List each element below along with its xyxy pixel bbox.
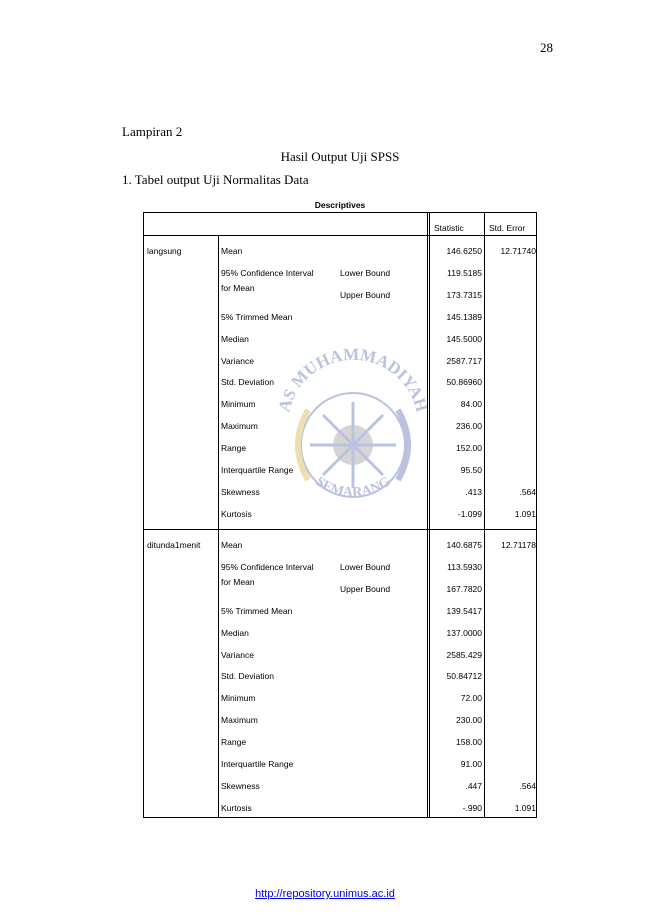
row-label: Variance [221,649,254,660]
statistic-value: 95.50 [460,465,482,475]
statistic-value: 145.1389 [446,311,482,322]
page-number: 28 [540,40,553,55]
ci-upper-bound-label: Upper Bound [340,289,391,300]
row-label: Minimum [221,693,256,704]
std-error-value: .564 [519,486,536,497]
ci-label-line1: 95% Confidence Interval [221,561,314,572]
statistic-value: 84.00 [460,399,482,410]
ci-lower-bound-label: Lower Bound [340,561,391,572]
ci-label-line2: for Mean [221,576,255,587]
page-title: Hasil Output Uji SPSS [280,149,400,164]
statistic-value: 139.5417 [446,605,482,616]
std-error-value: 1.091 [514,802,536,813]
header-std-error: Std. Error [489,223,526,233]
statistic-value: .447 [465,780,482,791]
row-label: Std. Deviation [221,671,274,682]
group-name: langsung [147,246,182,256]
group-label-divider [218,235,219,817]
section-heading: 1. Tabel output Uji Normalitas Data [122,172,309,187]
row-label: Kurtosis [221,802,252,813]
row-label: Interquartile Range [221,465,294,475]
row-label: Std. Deviation [221,377,274,388]
ci-upper-bound-label: Upper Bound [340,583,391,594]
statistic-value: 50.86960 [446,377,482,388]
row-label: Skewness [221,486,260,497]
statistic-value: .413 [465,486,482,497]
row-label: Kurtosis [221,508,252,519]
std-error-value: 12.71740 [500,246,536,256]
std-error-value: 1.091 [514,508,536,519]
statistic-value: 91.00 [460,759,482,769]
statistic-value: 230.00 [456,715,482,726]
statistic-value: 145.5000 [446,333,482,344]
row-label: 5% Trimmed Mean [221,605,293,616]
row-label: Range [221,443,247,454]
stat-error-divider [484,213,485,817]
statistic-value: 158.00 [456,737,482,748]
row-label: Median [221,627,249,638]
repository-link[interactable]: http://repository.unimus.ac.id [255,888,395,900]
row-label: Median [221,333,249,344]
statistic-value: 2587.717 [446,355,482,366]
statistic-value: 119.5185 [447,267,482,278]
ci-label-line2: for Mean [221,282,255,293]
row-label: Maximum [221,715,258,726]
seal-top-text: AS MUHAMMADIYAH [274,344,432,414]
statistic-value: 152.00 [456,443,482,454]
row-label: 5% Trimmed Mean [221,311,293,322]
statistic-value: 236.00 [456,421,482,432]
row-label: Mean [221,246,243,256]
row-label: Maximum [221,421,258,432]
statistic-value: 140.6875 [446,540,482,550]
statistic-value: 2585.429 [446,649,482,660]
descriptives-table [143,212,537,818]
table-title: Descriptives [314,200,366,210]
header-statistic: Statistic [434,223,464,233]
appendix-label: Lampiran 2 [122,124,183,139]
statistic-value: 137.0000 [446,627,482,638]
seal-bottom-text: SEMARANG [312,474,394,501]
row-label: Skewness [221,780,260,791]
std-error-value: .564 [519,780,536,791]
statistic-value: 72.00 [460,693,482,704]
statistic-value: 173.7315 [446,289,482,300]
statistic-value: 167.7820 [446,583,482,594]
row-label: Minimum [221,399,256,410]
ci-label-line1: 95% Confidence Interval [221,267,314,278]
statistic-value: 146.6250 [446,246,482,256]
header-divider [144,235,536,236]
statistic-value: 50.84712 [446,671,482,682]
statistic-value: -1.099 [457,508,482,519]
row-label: Mean [221,540,243,550]
statistic-value: -.990 [462,802,482,813]
group-name: ditunda1menit [147,540,201,550]
row-label: Interquartile Range [221,759,294,769]
group-divider [144,529,536,530]
ci-lower-bound-label: Lower Bound [340,267,391,278]
row-label: Variance [221,355,254,366]
std-error-value: 12.71178 [501,540,536,550]
statistic-value: 113.5930 [447,561,482,572]
row-label: Range [221,737,247,748]
